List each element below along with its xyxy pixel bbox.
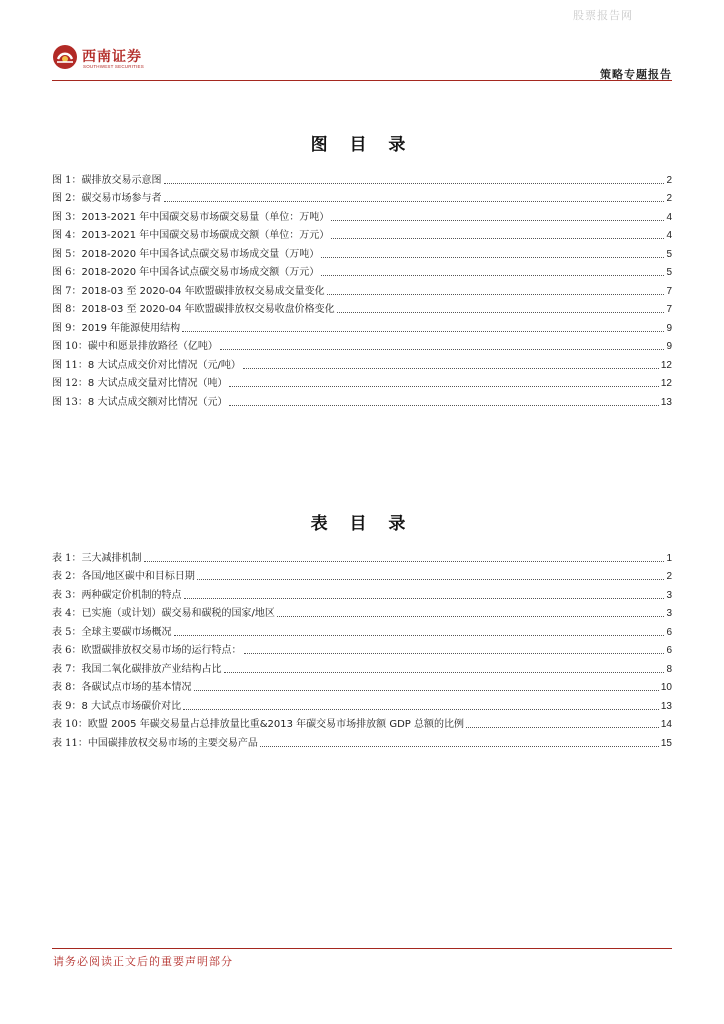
figure-entry-page: 12 [660,378,672,389]
table-entry-page: 3 [666,608,672,619]
figure-entry-label: 图 1： [52,174,82,186]
dot-leader [144,561,665,562]
table-entry[interactable] [52,657,672,676]
table-entry-label: 表 9： [52,700,82,712]
figure-entry-title: 2018-2020 年中国各试点碳交易市场成交额（万元） [81,267,320,278]
figure-entry-title: 8 大试点成交额对比情况（元） [87,396,228,408]
table-entry-page: 15 [660,737,672,749]
table-entry-page: 8 [666,663,672,675]
figure-entry[interactable] [52,298,672,317]
figure-entry-label: 图 9： [52,322,82,334]
dot-leader [184,598,665,599]
figure-entry-title: 碳中和愿景排放路径（亿吨） [87,341,218,352]
dot-leader [229,386,658,387]
figure-entry-label: 图 2： [52,193,82,204]
figure-index-list [52,168,672,409]
figure-entry[interactable] [52,224,672,243]
table-entry-page: 10 [660,682,672,693]
logo-company-name-en: SOUTHWEST SECURITIES [83,64,144,69]
dot-leader [183,709,659,710]
logo-company-name-cn: 西南证券 [82,49,142,65]
figure-entry-label: 图 3： [52,211,82,223]
figure-index-title: 图 目 录 [310,135,414,155]
figure-entry-page: 12 [660,359,672,371]
table-entry-title: 我国二氧化碳排放产业结构占比 [81,663,222,675]
figure-entry-page: 4 [666,211,672,223]
figure-entry-title: 碳排放交易示意图 [81,174,162,186]
table-entry-title: 各国/地区碳中和目标日期 [81,571,195,582]
figure-entry-page: 5 [666,267,672,278]
table-entry-title: 欧盟碳排放权交易市场的运行特点： [81,645,242,656]
footer-divider [52,948,672,949]
dot-leader [243,368,659,369]
figure-entry-label: 图 5： [52,248,82,260]
figure-entry[interactable] [52,353,672,372]
figure-entry[interactable] [52,390,672,409]
dot-leader [174,635,665,636]
table-entry[interactable] [52,713,672,732]
figure-entry-page: 7 [666,304,672,315]
figure-entry-title: 2018-03 至 2020-04 年欧盟碳排放权交易收盘价格变化 [81,304,335,315]
table-entry-title: 8 大试点市场碳价对比 [81,700,182,712]
dot-leader [331,238,664,239]
figure-entry-title: 8 大试点成交价对比情况（元/吨） [87,359,241,371]
table-entry-label: 表 8： [52,682,82,693]
figure-entry-title: 2013-2021 年中国碳交易市场碳交易量（单位：万吨） [81,211,330,223]
dot-leader [220,349,665,350]
figure-entry-title: 碳交易市场参与者 [81,193,162,204]
figure-entry-title: 2018-03 至 2020-04 年欧盟碳排放权交易成交量变化 [81,285,325,297]
figure-entry-label: 图 4： [52,230,82,241]
figure-entry[interactable] [52,261,672,280]
figure-entry-page: 13 [660,396,672,408]
table-entry-title: 两种碳定价机制的特点 [81,589,182,601]
figure-entry-page: 9 [666,341,672,352]
table-entry-title: 欧盟 2005 年碳交易量占总排放量比重&2013 年碳交易市场排放额 GDP 总额的比例 [87,719,464,730]
figure-entry-page: 5 [666,248,672,260]
company-logo [52,44,162,74]
table-entry[interactable] [52,620,672,639]
figure-entry-page: 2 [666,193,672,204]
table-entry[interactable] [52,639,672,658]
dot-leader [182,331,664,332]
header-divider [52,80,672,81]
table-entry-title: 中国碳排放权交易市场的主要交易产品 [87,737,258,749]
table-entry-label: 表 3： [52,589,82,601]
dot-leader [321,257,664,258]
dot-leader [224,672,665,673]
figure-entry-page: 2 [666,174,672,186]
dot-leader [466,727,659,728]
table-entry-title: 三大减排机制 [81,552,142,564]
dot-leader [337,312,665,313]
figure-entry-title: 2018-2020 年中国各试点碳交易市场成交量（万吨） [81,248,320,260]
figure-entry-label: 图 13： [52,396,88,408]
dot-leader [244,653,665,654]
table-entry-label: 表 1： [52,552,82,564]
figure-entry-page: 7 [666,285,672,297]
table-entry[interactable] [52,602,672,621]
table-entry-title: 各碳试点市场的基本情况 [81,682,192,693]
figure-entry-label: 图 11： [52,359,88,371]
table-entry[interactable] [52,546,672,565]
figure-entry[interactable] [52,205,672,224]
dot-leader [164,201,665,202]
figure-entry-page: 9 [666,322,672,334]
figure-entry-label: 图 10： [52,341,88,352]
table-entry[interactable] [52,676,672,695]
figure-entry-label: 图 12： [52,378,88,389]
table-entry[interactable] [52,731,672,750]
figure-entry-label: 图 6： [52,267,82,278]
table-entry-label: 表 5： [52,626,82,638]
table-entry-page: 2 [666,571,672,582]
dot-leader [260,746,659,747]
table-entry-label: 表 6： [52,645,82,656]
figure-entry[interactable] [52,168,672,187]
table-entry-page: 6 [666,626,672,638]
table-entry-title: 全球主要碳市场概况 [81,626,172,638]
table-entry-page: 3 [666,589,672,601]
figure-entry[interactable] [52,372,672,391]
dot-leader [197,579,665,580]
table-index-title: 表 目 录 [310,514,414,534]
figure-entry[interactable] [52,335,672,354]
figure-entry[interactable] [52,316,672,335]
watermark: 股票报告网 [573,9,633,22]
dot-leader [327,294,665,295]
dot-leader [229,405,658,406]
logo-emblem-icon [52,44,78,70]
table-entry[interactable] [52,583,672,602]
table-entry-title: 已实施（或计划）碳交易和碳税的国家/地区 [81,608,275,619]
figure-entry-page: 4 [666,230,672,241]
table-entry-page: 6 [666,645,672,656]
figure-entry[interactable] [52,279,672,298]
table-entry-label: 表 7： [52,663,82,675]
table-entry-page: 1 [666,552,672,564]
figure-entry[interactable] [52,187,672,206]
table-entry-label: 表 11： [52,737,88,749]
table-entry-page: 13 [660,700,672,712]
footer-disclaimer: 请务必阅读正文后的重要声明部分 [53,955,233,968]
figure-entry-title: 2013-2021 年中国碳交易市场碳成交额（单位：万元） [81,230,330,241]
table-index-list [52,546,672,750]
dot-leader [331,220,664,221]
dot-leader [277,616,665,617]
table-entry-label: 表 4： [52,608,82,619]
table-entry-label: 表 2： [52,571,82,582]
figure-entry-title: 2019 年能源使用结构 [81,322,181,334]
table-entry-label: 表 10： [52,719,88,730]
figure-entry-title: 8 大试点成交量对比情况（吨） [87,378,228,389]
figure-entry-label: 图 8： [52,304,82,315]
table-entry[interactable] [52,694,672,713]
figure-entry[interactable] [52,242,672,261]
dot-leader [321,275,664,276]
table-entry[interactable] [52,565,672,584]
dot-leader [164,183,665,184]
dot-leader [194,690,659,691]
figure-entry-label: 图 7： [52,285,82,297]
report-type: 策略专题报告 [600,68,672,81]
table-entry-page: 14 [660,719,672,730]
